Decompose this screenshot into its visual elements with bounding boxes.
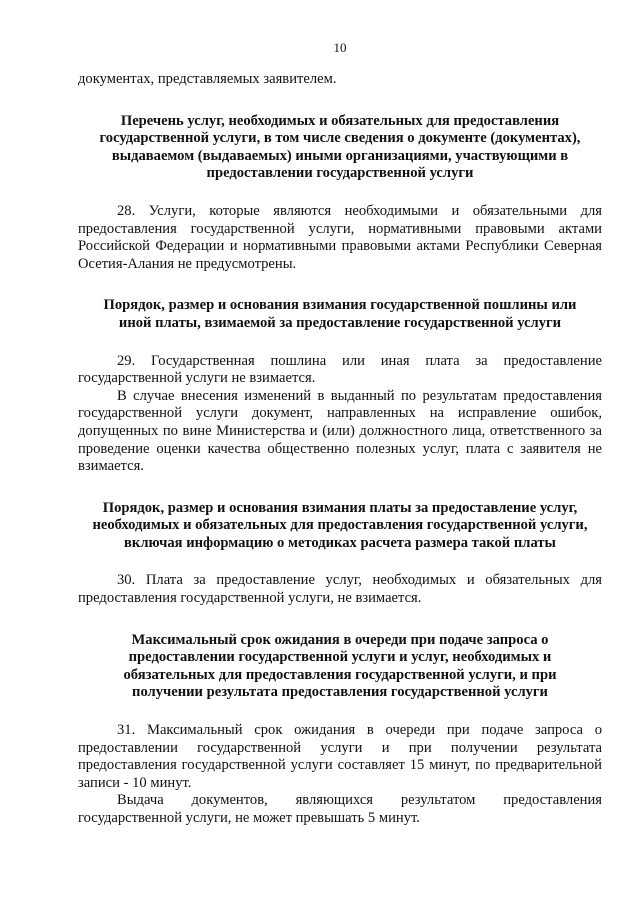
heading-line: выдаваемом (выдаваемых) иными организациями, участвующими в [111,147,569,164]
continuation-text: документах, представляемых заявителем. [78,71,337,87]
heading-line: Порядок, размер и основания взимания государственной пошлины или [103,297,577,314]
paragraph-31-issuance: Выдача документов, являющихся результатом предоставления государственной услуги, не может превышать 5 минут. [78,792,602,826]
heading-line: Максимальный срок ожидания в очереди при подаче запроса о [131,631,549,648]
section-heading-related-fees [78,500,602,553]
heading-line: предоставлении государственной услуги [206,165,474,182]
heading-line: получении результата предоставления государственной услуги [132,684,548,701]
paragraph-28: 28. Услуги, которые являются необходимыми и обязательными для предоставления государственной услуги, нормативными правовыми актами Российской Федерации и нормативными правовыми актами Республики Северная Осетия-Алания не предусмотрены. [78,202,602,272]
heading-line: государственной услуги, в том числе сведения о документе (документах), [99,130,581,147]
heading-line: необходимых и обязательных для предоставления государственной услуги, [92,517,588,534]
paragraph-29: 29. Государственная пошлина или иная плата за предоставление государственной услуги не взимается. [78,352,602,387]
heading-line: включая информацию о методиках расчета размера такой платы [124,534,556,551]
heading-line: обязательных для предоставления государственной услуги, и при [123,666,557,683]
section-heading-services-list [78,113,602,183]
heading-line: Перечень услуг, необходимых и обязательных для предоставления [120,112,560,129]
paragraph-29-corrections: В случае внесения изменений в выданный по результатам предоставления государственной услуги документ, направленных на исправление ошибок, допущенных по вине Министерства и (или) должностного лица, ответственного за проведение оценки качества общественно полезных услуг, плата с заявителя не взимается. [78,387,602,475]
heading-line: предоставлении государственной услуги и услуг, необходимых и [128,649,552,666]
section-heading-waiting-time [78,632,602,702]
page-number: 10 [333,40,347,55]
heading-line: Порядок, размер и основания взимания платы за предоставление услуг, [102,499,578,516]
paragraph-30: 30. Плата за предоставление услуг, необходимых и обязательных для предоставления государственной услуги, не взимается. [78,572,602,607]
paragraph-31: 31. Максимальный срок ожидания в очереди при подаче запроса о предоставлении государственной услуги и при получении результата предоставления государственной услуги составляет 15 минут, по предварительной записи - 10 минут. [78,722,602,791]
section-heading-state-fee [78,297,602,332]
heading-line: иной платы, взимаемой за предоставление государственной услуги [118,314,562,331]
